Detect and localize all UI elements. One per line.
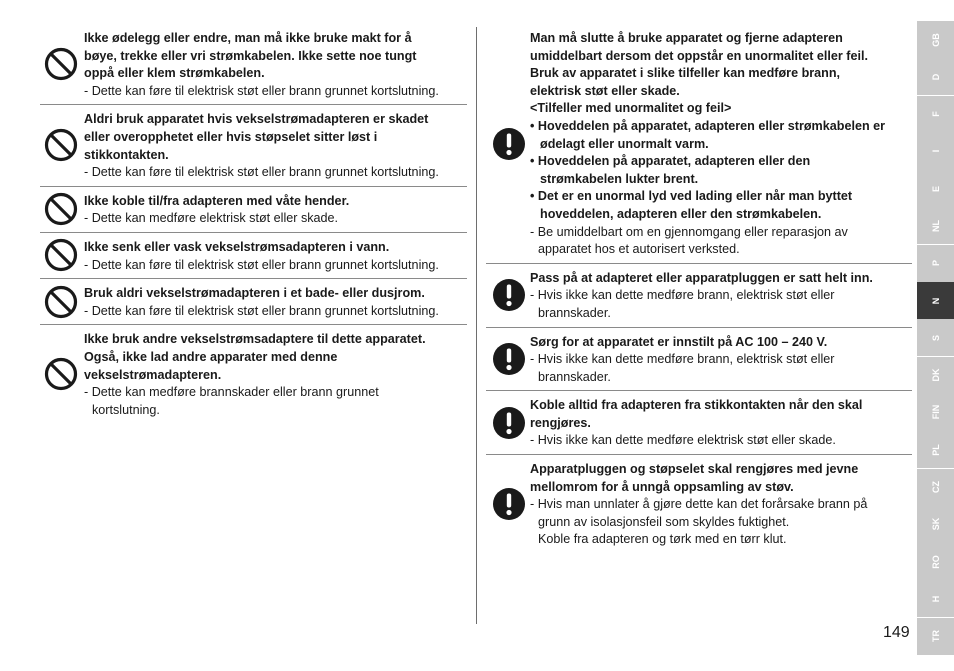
- language-tab-pl[interactable]: [917, 431, 954, 468]
- language-tab-bar: [917, 21, 954, 655]
- bullet-item: [530, 188, 912, 223]
- prohibition-icon: [44, 285, 78, 319]
- left-column: [40, 24, 467, 423]
- language-tab-label: S: [930, 334, 941, 341]
- consequence-line: - Dette kan føre til elektrisk støt eller brann grunnet kortslutning.: [84, 83, 439, 98]
- consequence-line: grunn av isolasjonsfeil som skyldes fuktighet.: [538, 514, 790, 529]
- prohibition-icon: [44, 128, 78, 162]
- language-tab-label: NL: [930, 219, 941, 232]
- language-tab-label: F: [930, 111, 941, 117]
- safety-item: [486, 391, 912, 455]
- language-tab-gb[interactable]: [917, 21, 954, 58]
- warning-heading-line: elektrisk støt eller skade.: [530, 83, 680, 98]
- consequence-text: [84, 210, 467, 228]
- language-tab-label: P: [930, 260, 941, 267]
- item-text: [84, 285, 467, 320]
- warning-heading-line: Ikke koble til/fra adapteren med våte hender.: [84, 193, 350, 208]
- language-tab-label: DK: [930, 368, 941, 382]
- warning-heading-line: mellomrom for å unngå oppsamling av støv.: [530, 479, 794, 494]
- warning-heading-line: vekselstrømadapteren.: [84, 367, 222, 382]
- right-column: [486, 24, 912, 553]
- warning-heading-line: Bruk av apparatet i slike tilfeller kan medføre brann,: [530, 66, 841, 81]
- consequence-line: - Hvis ikke kan dette medføre brann, elektrisk støt eller: [530, 288, 835, 303]
- warning-heading-line: oppå eller klem strømkabelen.: [84, 66, 265, 81]
- warning-heading-line: rengjøres.: [530, 415, 591, 430]
- consequence-text: [84, 257, 467, 275]
- warning-heading-line: Også, ikke lad andre apparater med denne: [84, 349, 338, 364]
- item-text: [84, 239, 467, 274]
- language-tab-d[interactable]: [917, 58, 954, 95]
- consequence-line: - Dette kan føre til elektrisk støt eller brann grunnet kortslutning.: [84, 165, 439, 180]
- column-divider: [476, 27, 477, 624]
- bullet-line: • Det er en unormal lyd ved lading eller når man byttet: [530, 189, 853, 204]
- language-tab-h[interactable]: [917, 580, 954, 617]
- mandatory-icon: [492, 127, 526, 161]
- consequence-line: - Hvis man unnlater å gjøre dette kan det forårsake brann på: [530, 497, 868, 512]
- item-text: [530, 334, 912, 387]
- bullet-line: hoveddelen, adapteren eller den strømkabelen.: [540, 206, 822, 221]
- warning-heading-line: bøye, trekke eller vri strømkabelen. Ikke sette noe tungt: [84, 48, 417, 63]
- warning-heading-line: Koble alltid fra adapteren fra stikkontakten når den skal: [530, 398, 863, 413]
- warning-heading-line: Sørg for at apparatet er innstilt på AC 100 – 240 V.: [530, 334, 828, 349]
- language-tab-fin[interactable]: [917, 394, 954, 431]
- item-text: [84, 331, 467, 419]
- bullet-line: ødelagt eller unormalt varm.: [540, 136, 709, 151]
- consequence-line: kortslutning.: [92, 402, 160, 417]
- mandatory-icon: [492, 278, 526, 312]
- item-text: [84, 111, 467, 181]
- safety-item: [40, 105, 467, 186]
- consequence-text: [84, 384, 467, 419]
- bullet-item: [530, 153, 912, 188]
- safety-item: [40, 233, 467, 279]
- consequence-line: - Be umiddelbart om en gjennomgang eller reparasjon av: [530, 224, 848, 239]
- language-tab-label: I: [930, 150, 941, 153]
- consequence-line: brannskader.: [538, 369, 611, 384]
- consequence-line: - Hvis ikke kan dette medføre elektrisk støt eller skade.: [530, 433, 836, 448]
- consequence-text: [84, 164, 467, 182]
- language-tab-nl[interactable]: [917, 207, 954, 244]
- warning-heading-line: Bruk aldri vekselstrømadapteren i et bade- eller dusjrom.: [84, 286, 425, 301]
- warning-heading-line: Ikke senk eller vask vekselstrømsadapteren i vann.: [84, 239, 390, 254]
- consequence-line: - Dette kan medføre brannskader eller brann grunnet: [84, 385, 379, 400]
- language-tab-label: RO: [930, 554, 941, 569]
- item-text: [84, 30, 467, 100]
- consequence-text: [530, 351, 912, 386]
- language-tab-i[interactable]: [917, 133, 954, 170]
- warning-heading-line: eller overopphetet eller hvis støpselet sitter løst i: [84, 129, 378, 144]
- consequence-text: [530, 287, 912, 322]
- consequence-line: brannskader.: [538, 305, 611, 320]
- language-tab-label: D: [930, 73, 941, 81]
- safety-item: [40, 187, 467, 233]
- language-tab-label: PL: [930, 444, 941, 456]
- warning-heading-line: umiddelbart dersom det oppstår en unormalitet eller feil.: [530, 48, 868, 63]
- safety-item: [40, 325, 467, 423]
- consequence-line: - Dette kan medføre elektrisk støt eller skade.: [84, 211, 339, 226]
- bullet-line: • Hoveddelen på apparatet, adapteren eller den: [530, 154, 811, 169]
- consequence-line: - Hvis ikke kan dette medføre brann, elektrisk støt eller: [530, 352, 835, 367]
- language-tab-label: E: [930, 185, 941, 192]
- safety-item: [40, 279, 467, 325]
- prohibition-icon: [44, 238, 78, 272]
- language-tab-sk[interactable]: [917, 506, 954, 543]
- instruction-line: Koble fra adapteren og tørk med en tørr klut.: [538, 532, 787, 547]
- warning-heading-line: Pass på at adapteret eller apparatpluggen er satt helt inn.: [530, 270, 873, 285]
- item-text: [530, 30, 912, 259]
- prohibition-icon: [44, 357, 78, 391]
- consequence-line: - Dette kan føre til elektrisk støt eller brann grunnet kortslutning.: [84, 303, 439, 318]
- warning-heading-line: Ikke ødelegg eller endre, man må ikke bruke makt for å: [84, 31, 412, 45]
- bullet-line: • Hoveddelen på apparatet, adapteren eller strømkabelen er: [530, 118, 886, 133]
- bullet-line: strømkabelen lukter brent.: [540, 171, 699, 186]
- language-tab-label: SK: [930, 518, 941, 531]
- language-tab-n[interactable]: [917, 282, 954, 319]
- warning-heading-line: <Tilfeller med unormalitet og feil>: [530, 101, 732, 116]
- safety-item: [486, 455, 912, 553]
- language-tab-label: TR: [930, 630, 941, 643]
- language-tab-label: CZ: [930, 481, 941, 494]
- language-tab-label: FIN: [930, 405, 941, 420]
- language-tab-s[interactable]: [917, 319, 954, 356]
- warning-heading-line: Apparatpluggen og støpselet skal rengjøres med jevne: [530, 462, 859, 477]
- consequence-line: - Dette kan føre til elektrisk støt eller brann grunnet kortslutning.: [84, 257, 439, 272]
- item-text: [530, 270, 912, 323]
- bullet-item: [530, 118, 912, 153]
- warning-heading-line: Ikke bruk andre vekselstrømsadaptere til dette apparatet.: [84, 332, 426, 347]
- prohibition-icon: [44, 192, 78, 226]
- page-number: 149: [883, 624, 910, 641]
- language-tab-label: N: [930, 297, 941, 304]
- language-tab-label: H: [930, 595, 941, 603]
- mandatory-icon: [492, 406, 526, 440]
- mandatory-icon: [492, 342, 526, 376]
- consequence-line: apparatet hos et autorisert verksted.: [538, 242, 740, 257]
- language-tab-label: GB: [930, 32, 941, 47]
- safety-item: [40, 24, 467, 105]
- language-tab-tr[interactable]: [917, 618, 954, 655]
- consequence-text: [530, 496, 912, 531]
- safety-item: [486, 328, 912, 392]
- prohibition-icon: [44, 47, 78, 81]
- consequence-text: [530, 432, 912, 450]
- language-tab-e[interactable]: [917, 170, 954, 207]
- language-tab-ro[interactable]: [917, 543, 954, 580]
- language-tab-dk[interactable]: [917, 357, 954, 394]
- safety-item: [486, 264, 912, 328]
- item-text: [84, 193, 467, 228]
- warning-heading-line: stikkontakten.: [84, 147, 169, 162]
- warning-heading-line: Aldri bruk apparatet hvis vekselstrømadapteren er skadet: [84, 112, 429, 127]
- consequence-text: [530, 224, 912, 259]
- language-tab-f[interactable]: [917, 96, 954, 133]
- language-tab-p[interactable]: [917, 245, 954, 282]
- consequence-text: [84, 303, 467, 321]
- item-text: [530, 397, 912, 450]
- language-tab-cz[interactable]: [917, 469, 954, 506]
- mandatory-icon: [492, 487, 526, 521]
- item-text: [530, 461, 912, 549]
- warning-heading-line: Man må slutte å bruke apparatet og fjerne adapteren: [530, 31, 843, 45]
- safety-item: [486, 24, 912, 264]
- consequence-text: [84, 83, 467, 101]
